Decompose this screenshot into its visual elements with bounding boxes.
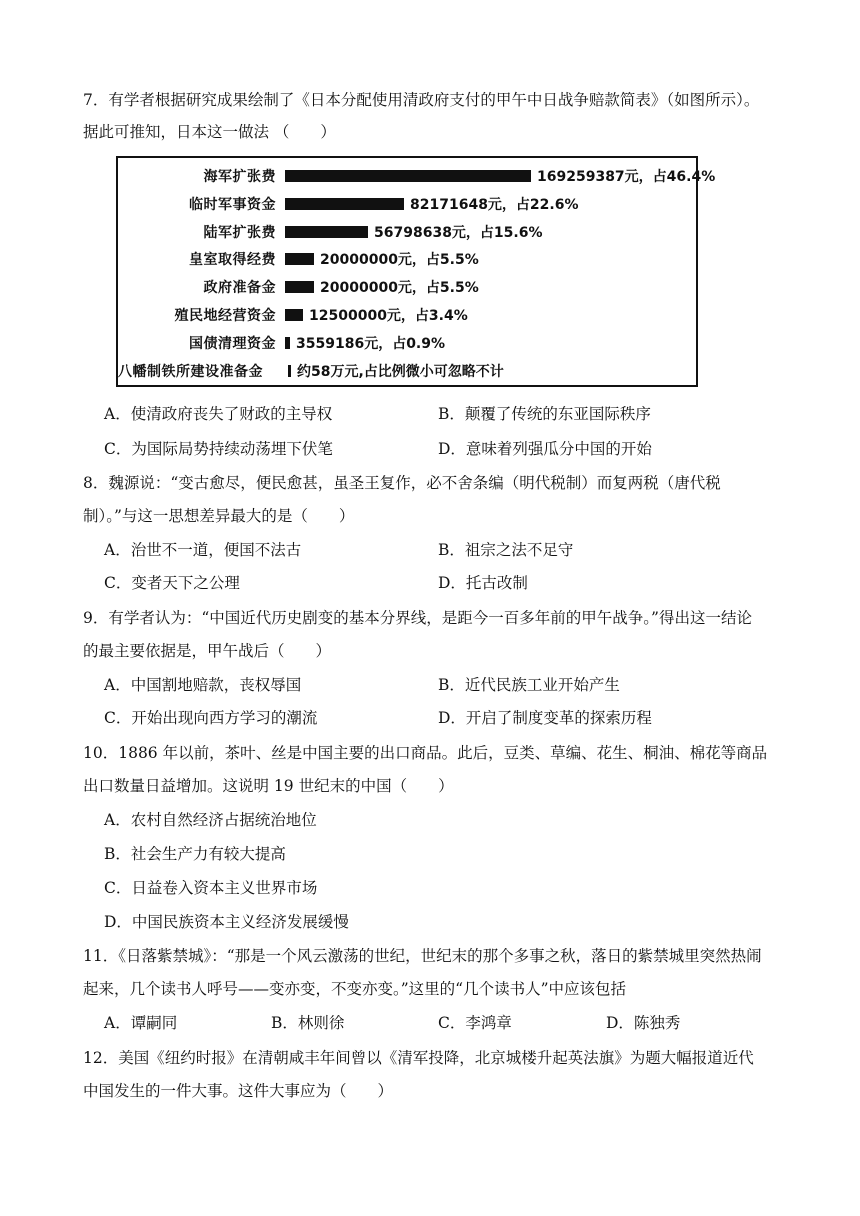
question-9-option-a[interactable]: A．中国割地赔款，丧权辱国	[104, 676, 302, 694]
chart-category-label: 政府准备金	[203, 280, 276, 297]
question-7-stem-line-2: 据此可推知，日本这一做法 （ ）	[83, 123, 336, 141]
chart-row	[118, 303, 696, 327]
question-8-option-b[interactable]: B．祖宗之法不足守	[438, 541, 574, 559]
question-10-option-d[interactable]: D．中国民族资本主义经济发展缓慢	[104, 913, 349, 931]
question-10-option-c[interactable]: C．日益卷入资本主义世界市场	[104, 879, 318, 897]
chart-value-label: 12500000元，占3.4%	[309, 308, 468, 324]
question-10-option-b[interactable]: B．社会生产力有较大提高	[104, 845, 286, 863]
question-7-option-c[interactable]: C．为国际局势持续动荡埋下伏笔	[104, 440, 333, 458]
chart-category-label: 陆军扩张费	[203, 224, 276, 241]
chart-category-label: 国债清理资金	[189, 335, 276, 352]
question-12-stem-line-1: 12．美国《纽约时报》在清朝咸丰年间曾以《清军投降，北京城楼升起英法旗》为题大幅报道近代	[83, 1049, 754, 1067]
question-10-stem-line-2: 出口数量日益增加。这说明 19 世纪末的中国（ ）	[83, 777, 454, 795]
question-10-option-a[interactable]: A．农村自然经济占据统治地位	[104, 811, 317, 829]
question-7-option-b[interactable]: B．颠覆了传统的东亚国际秩序	[438, 405, 651, 423]
chart-bar	[288, 365, 291, 377]
chart-row	[118, 359, 696, 383]
question-8-stem-line-1: 8．魏源说：“变古愈尽，便民愈甚，虽圣王复作，必不舍条编（明代税制）而复两税（唐代税	[83, 474, 721, 492]
question-11-stem-line-2: 起来，几个读书人呼号——变亦变，不变亦变。”这里的“几个读书人”中应该包括	[83, 980, 627, 998]
question-9-stem-line-1: 9．有学者认为：“中国近代历史剧变的基本分界线，是距今一百多年前的甲午战争。”得出这一结论	[83, 609, 752, 627]
chart-row	[118, 247, 696, 271]
indemnity-allocation-chart	[116, 156, 716, 387]
question-8-stem-line-2: 制）。”与这一思想差异最大的是（ ）	[83, 507, 355, 525]
chart-value-label: 56798638元，占15.6%	[374, 224, 543, 241]
question-11-option-a[interactable]: A．谭嗣同	[104, 1014, 178, 1032]
chart-category-label: 殖民地经营资金	[174, 308, 276, 324]
question-9-option-b[interactable]: B．近代民族工业开始产生	[438, 676, 620, 694]
chart-value-label: 3559186元，占0.9%	[296, 335, 446, 352]
chart-category-label: 八幡制铁所建设准备金	[118, 363, 263, 380]
question-12-stem-line-2: 中国发生的一件大事。这件大事应为（ ）	[83, 1082, 394, 1100]
chart-category-label: 临时军事资金	[189, 196, 276, 213]
chart-bar	[285, 309, 303, 321]
question-10-stem-line-1: 10．1886 年以前，茶叶、丝是中国主要的出口商品。此后，豆类、草编、花生、桐油、棉花等商品	[83, 744, 768, 762]
chart-category-label: 皇室取得经费	[189, 252, 276, 269]
question-8-option-a[interactable]: A．治世不一道，便国不法古	[104, 541, 302, 559]
chart-bar	[285, 170, 531, 182]
chart-bar	[285, 226, 368, 238]
chart-value-label: 82171648元，占22.6%	[410, 196, 579, 213]
chart-value-label: 169259387元，占46.4%	[537, 169, 716, 185]
question-11-option-c[interactable]: C．李鸿章	[438, 1014, 512, 1032]
chart-bar	[285, 198, 404, 210]
chart-row	[118, 164, 716, 188]
chart-row	[118, 331, 696, 355]
chart-value-label: 20000000元，占5.5%	[320, 280, 479, 297]
question-11-option-d[interactable]: D．陈独秀	[606, 1014, 681, 1032]
question-8-option-d[interactable]: D．托古改制	[438, 574, 528, 592]
question-11-stem-line-1: 11．《日落紫禁城》：“那是一个风云激荡的世纪，世纪末的那个多事之秋，落日的紫禁城里突然热闹	[83, 947, 762, 965]
question-9-option-d[interactable]: D．开启了制度变革的探索历程	[438, 709, 652, 727]
chart-bar	[285, 337, 290, 349]
question-9-option-c[interactable]: C．开始出现向西方学习的潮流	[104, 709, 318, 727]
chart-row	[118, 275, 696, 299]
question-7-stem-line-1: 7．有学者根据研究成果绘制了《日本分配使用清政府支付的甲午中日战争赔款简表》（如图所示）。	[83, 91, 760, 109]
chart-value-label: 20000000元，占5.5%	[320, 252, 479, 269]
chart-row	[118, 192, 696, 216]
chart-bar	[285, 253, 314, 265]
question-9-stem-line-2: 的最主要依据是，甲午战后（ ）	[83, 642, 332, 660]
question-8-option-c[interactable]: C．变者天下之公理	[104, 574, 240, 592]
chart-value-label: 约58万元,占比例微小可忽略不计	[297, 363, 504, 380]
chart-bar	[285, 281, 314, 293]
chart-category-label: 海军扩张费	[203, 169, 276, 185]
question-11-option-b[interactable]: B．林则徐	[271, 1014, 345, 1032]
question-7-option-a[interactable]: A．使清政府丧失了财政的主导权	[104, 405, 333, 423]
question-7-option-d[interactable]: D．意味着列强瓜分中国的开始	[438, 440, 652, 458]
chart-row	[118, 220, 696, 244]
